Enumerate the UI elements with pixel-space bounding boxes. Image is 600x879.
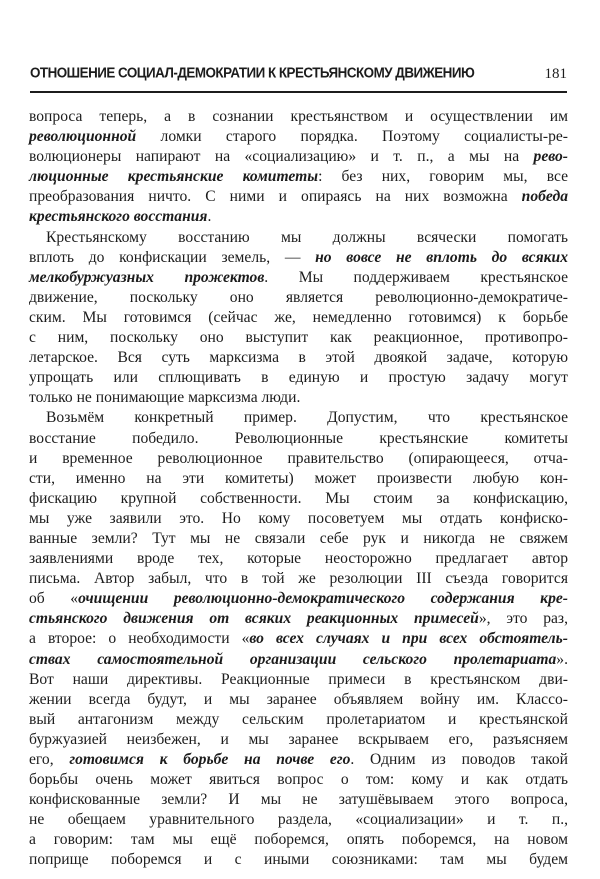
text-line [29, 228, 568, 248]
text-span: и временное революционное правительство (опирающееся, отча- [29, 449, 568, 467]
text-line [29, 429, 568, 449]
text-line [29, 388, 568, 408]
text-span: а говорим: там мы ещё поборемся, опять поборемся, на новом [29, 831, 568, 849]
text-line [29, 268, 568, 288]
text-span: его, [29, 751, 70, 768]
text-span: мы уже заявили это. Но кому посоветуем мы отдать конфиско- [29, 509, 568, 527]
text-line [29, 248, 568, 268]
text-span: . Одним из поводов такой [350, 751, 568, 768]
text-span: с ним, поскольку оно выступит как реакционное, противопро- [29, 329, 568, 347]
text-line [29, 489, 568, 509]
text-span: Крестьянскому восстанию мы должны всячески помогать [46, 228, 568, 246]
text-line [29, 288, 568, 308]
text-span: поприще поборемся и с иными союзниками: там мы будем [29, 851, 568, 869]
text-span: буржуазией неизбежен, и мы заранее вскрываем его, разъясняем [29, 730, 568, 748]
text-span: вплоть до конфискации земель, — [29, 248, 316, 266]
running-title: ОТНОШЕНИЕ СОЦИАЛ-ДЕМОКРАТИИ К КРЕСТЬЯНСКОМУ ДВИЖЕНИЮ [30, 64, 475, 81]
text-line [29, 609, 568, 629]
text-span: ским. Мы готовимся (сейчас же, немедленно готовимся) к борьбе [29, 308, 568, 326]
emphasis-span: готовимся к борьбе на почве его [69, 751, 351, 768]
text-line [29, 710, 568, 730]
text-line [29, 127, 568, 147]
emphasis-span: стьянского движения от всяких реакционных примесей [29, 610, 479, 628]
text-span: восстание победило. Революционные крестьянские комитеты [29, 429, 568, 447]
text-line [29, 569, 568, 589]
header-rule [30, 91, 567, 93]
emphasis-span: мелкобуржуазных прожектов [29, 268, 265, 286]
text-line [29, 750, 568, 770]
text-line [29, 348, 568, 368]
text-line [29, 308, 568, 328]
text-span: Возьмём конкретный пример. Допустим, что крестьянское [46, 409, 568, 427]
text-line [29, 770, 568, 790]
text-line [29, 650, 568, 670]
text-span: ». [556, 650, 568, 668]
text-span: борьбы очень может явиться вопрос о том: кому и как отдать [29, 771, 568, 789]
text-span: ванные земли? Тут мы не связали себе рук и никогда не свяжем [29, 529, 568, 547]
text-line [29, 810, 568, 830]
emphasis-span: крестьянского восстания [29, 208, 208, 226]
text-span: только не понимающие марксизма люди. [29, 389, 301, 407]
emphasis-span: рево- [533, 148, 568, 166]
text-span: », это раз, [478, 610, 568, 628]
text-line [29, 107, 568, 127]
emphasis-span: во всех случаях и при всех обстоятель- [249, 630, 568, 648]
text-span: . Мы поддерживаем крестьянское [264, 268, 568, 286]
text-line [29, 790, 568, 810]
text-span: фискацию крупной собственности. Мы стоим за конфискацию, [29, 489, 568, 507]
text-span: ломки старого порядка. Поэтому социалисты-ре- [136, 128, 568, 146]
text-line [29, 147, 568, 167]
text-span: движение, поскольку оно является революционно-демократиче- [29, 288, 568, 306]
text-line [29, 549, 568, 569]
body-text [29, 107, 568, 871]
page-number: 181 [544, 66, 567, 82]
text-span: вопроса теперь, а в сознании крестьянством и осуществлении им [29, 108, 568, 125]
text-line [29, 408, 568, 428]
text-line [29, 449, 568, 469]
text-span: заявлениями вроде тех, которые неосторожно предлагает автор [29, 550, 568, 568]
text-line [29, 167, 568, 187]
page-header [30, 66, 567, 88]
text-span: летарское. Вся суть марксизма в этой двоякой задаче, которую [29, 349, 568, 367]
text-line [29, 670, 568, 690]
emphasis-span: но вовсе не вплоть до всяких [315, 248, 568, 266]
text-line [29, 529, 568, 549]
text-span: вый антагонизм между сельским пролетариатом и крестьянской [29, 710, 568, 728]
text-span: письма. Автор забыл, что в той же резолюции III съезда говорится [29, 570, 568, 588]
text-span: упрощать или сплющивать в единую и простую задачу могут [29, 369, 568, 387]
text-line [29, 187, 568, 207]
text-span: не обещаем уравнительного раздела, «социализации» и т. п., [29, 811, 568, 829]
text-span: а второе: о необходимости « [29, 630, 250, 648]
emphasis-span: революционной [29, 128, 137, 146]
text-line [29, 207, 568, 227]
text-line [29, 850, 568, 870]
text-span: Вот наши директивы. Реакционные примеси в крестьянском дви- [29, 670, 568, 688]
text-span: жении всегда будут, и мы заранее объявляем войну им. Классо- [29, 690, 568, 708]
text-span: преобразования ничто. С ними и опираясь на них возможна [29, 188, 522, 206]
text-line [29, 589, 568, 609]
text-span: конфискованные земли? И мы не затушёвываем этого вопроса, [29, 791, 568, 809]
text-line [29, 830, 568, 850]
text-span: : без них, говорим мы, все [318, 168, 568, 186]
text-span: . [207, 208, 212, 226]
text-line [29, 629, 568, 649]
text-line [29, 368, 568, 388]
text-line [29, 469, 568, 489]
text-span: волюционеры напирают на «социализацию» и т. п., а мы на [29, 148, 534, 166]
emphasis-span: люционные крестьянские комитеты [29, 168, 319, 186]
emphasis-span: ствах самостоятельной организации сельского пролетариата [29, 650, 557, 668]
text-line [29, 509, 568, 529]
text-line [29, 328, 568, 348]
emphasis-span: победа [521, 188, 568, 206]
text-span: об « [29, 590, 79, 608]
emphasis-span: очищении революционно-демократического содержания кре- [78, 590, 568, 608]
text-line [29, 730, 568, 750]
text-line [29, 690, 568, 710]
text-span: сти, именно на эти комитеты) может произвести любую кон- [29, 469, 568, 487]
